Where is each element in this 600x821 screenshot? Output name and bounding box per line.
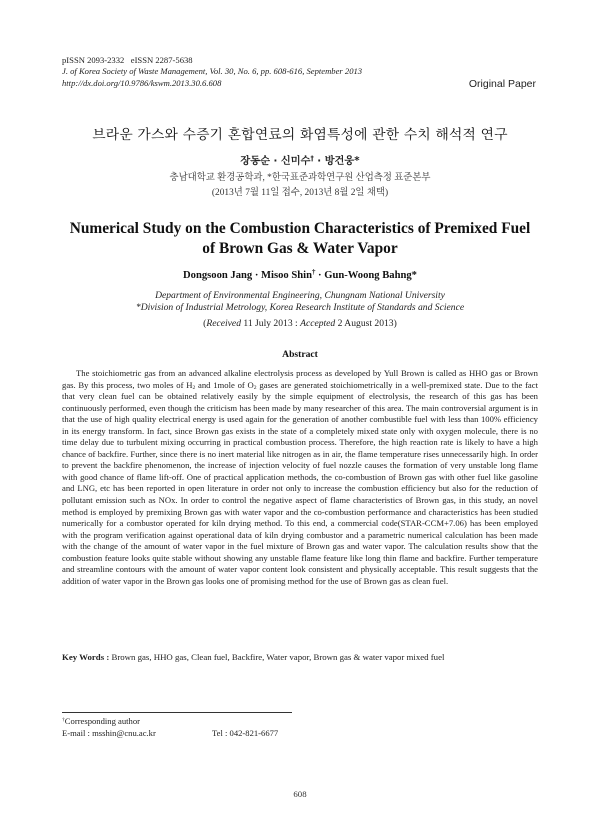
keywords-label: Key Words : <box>62 652 110 662</box>
issn-line: pISSN 2093-2332 eISSN 2287-5638 <box>62 55 193 65</box>
accepted-label: Accepted <box>300 318 336 329</box>
english-title <box>0 219 600 259</box>
affiliation-2: *Division of Industrial Metrology, Korea Research Institute of Standards and Science <box>135 302 465 313</box>
corresponding-label: Corresponding author <box>64 716 140 726</box>
korean-affiliation: 충남대학교 환경공학과, *한국표준과학연구원 산업측정 표준본부 <box>169 173 431 183</box>
english-title-line1: Numerical Study on the Combustion Characteristics of Premixed Fuel <box>69 220 531 237</box>
accepted-date: 2 August 2013) <box>335 318 397 329</box>
abstract-part2: and 1mole of O <box>195 379 254 390</box>
dagger-mark: † <box>62 716 65 723</box>
english-authors <box>0 270 600 281</box>
korean-dates: (2013년 7월 11일 접수, 2013년 8월 2일 채택) <box>211 188 389 198</box>
page-number: 608 <box>293 789 307 799</box>
dagger-mark: † <box>311 269 316 277</box>
received-label: Received <box>206 318 241 329</box>
corresponding-footnote <box>62 716 362 739</box>
article-type-badge: Original Paper <box>468 78 536 90</box>
english-affiliation <box>0 290 600 314</box>
abstract-part3: gases are generated stoichiometrically in a well-premixed state. Due to the fact that very clean fuel can be obtained relatively easily by the simple equipment of electrolysis, the research of this gas has been continuously performed, even though the criticism has been made by many researcher of this area. The main controversial argument is in that the use of high quality electrical energy is used again for the generation of another combustible fuel with less than 100% efficiency in its energy transform. In fact, since Brown gas exists in the state of a completely mixed state only with oxygen molecule, there is no time delay due to turbulent mixing occurring in practical combustion process. Therefore, the high reaction rate is likely to have a high chance of backfire. Further, since there is no inert material like nitrogen as in air, the flame temperature rises unnecessarily high. In order to prevent the backfire phenomenon, the increase of injection velocity of fuel nozzle causes the formation of very unstable long flame with good chance of flame lift-off. One of practical application methods, the co-combustion of Brown gas with other fuel like gasoline and LNG, etc has been reported in open literature in order not only to increase the combustion efficiency but also for the reduction of pollutant emission such as NOx. In order to control the negative aspect of flame characteristics of Brown gas, in this study, an novel method is employed by premixing Brown gas with water vapor and the co-combustion performance and characteristics has been studied numerically for a combustor operated for kiln drying method. To this end, a commercial code(STAR-CCM+7.06) has been employed with the program verification against operational data of kiln drying combustor and a parametric numerical calculation has been made with the change of the amount of water vapor in the fuel mixture of Brown gas and water vapor. The calculation results show that the combustion feature looks quite stable without showing any unstable flame feature like long thin flame and backfire. Further temperature and streamline contours with the amount of water vapor content look consistent and physically acceptable. This result suggests that the addition of water vapor in the Brown gas looks one of promising method for the use of Brown gas as clean fuel. <box>62 379 538 586</box>
abstract-heading: Abstract <box>282 349 318 360</box>
abstract-body <box>62 368 538 587</box>
contact-email: E-mail : msshin@cnu.ac.kr <box>62 727 156 738</box>
footnote-divider <box>62 712 292 713</box>
korean-title: 브라운 가스와 수증기 혼합연료의 화염특성에 관한 수치 해석적 연구 <box>92 127 508 143</box>
abstract-part1: The stoichiometric gas from an advanced alkaline electrolysis process as developed by Yull Brown is called as HHO gas or Brown gas. By this process, two moles of H <box>62 368 538 390</box>
contact-tel: Tel : 042-821-6677 <box>212 727 279 738</box>
dagger-mark: † <box>310 154 314 163</box>
korean-authors <box>0 152 600 167</box>
english-authors-main: Dongsoon Jang · Misoo Shin <box>183 270 312 281</box>
korean-authors-main: 장동순 · 신미수 <box>240 156 311 167</box>
keywords <box>62 652 538 663</box>
affiliation-1: Department of Environmental Engineering, Chungnam National University <box>155 290 445 301</box>
o2-subscript: 2 <box>253 384 257 391</box>
journal-citation: J. of Korea Society of Waste Management, Vol. 30, No. 6, pp. 608-616, September 2013 <box>62 66 363 77</box>
english-dates <box>0 318 600 329</box>
date-open-paren: ( <box>203 318 207 329</box>
doi-link[interactable]: http://dx.doi.org/10.9786/kswm.2013.30.6.608 <box>62 77 222 88</box>
h2-subscript: 2 <box>192 384 196 391</box>
english-title-line2: of Brown Gas & Water Vapor <box>202 240 398 257</box>
english-authors-rest: · Gun-Woong Bahng* <box>315 270 417 281</box>
received-date: 11 July 2013 : <box>241 318 301 329</box>
keywords-list: Brown gas, HHO gas, Clean fuel, Backfire, Water vapor, Brown gas & water vapor mixed fuel <box>109 652 445 662</box>
korean-authors-rest: · 방건웅* <box>313 156 360 167</box>
